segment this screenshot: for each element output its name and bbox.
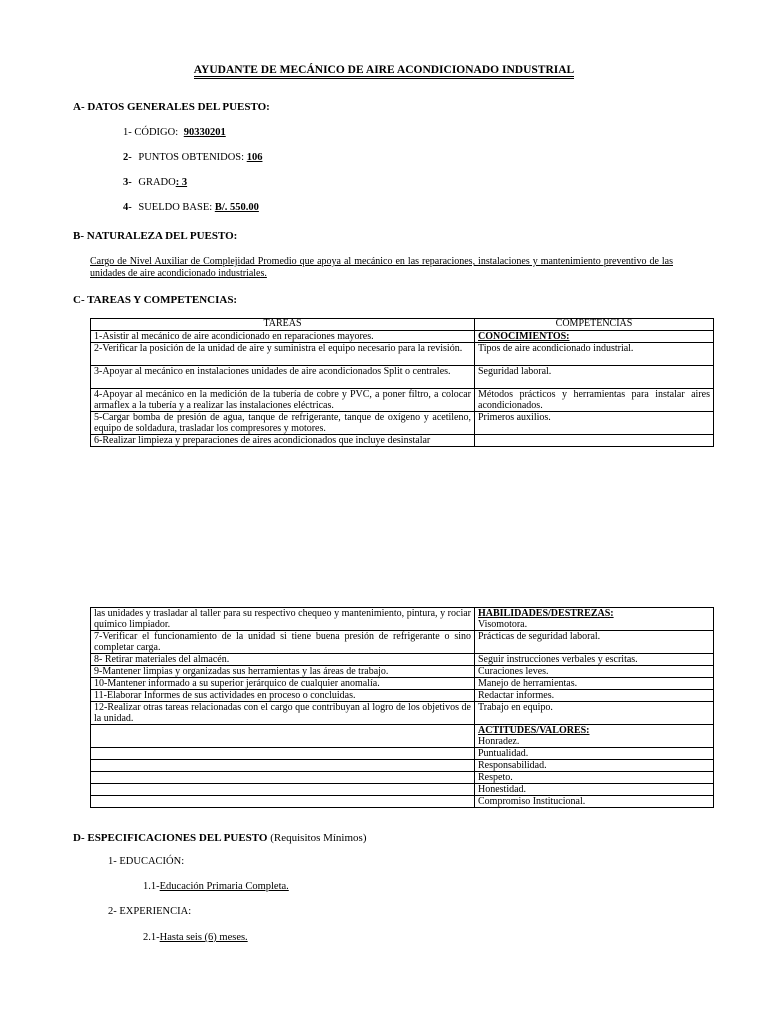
task-cell: 9-Mantener limpias y organizadas sus herramientas y las áreas de trabajo. xyxy=(91,666,475,678)
column-header-competencias: COMPETENCIAS xyxy=(475,319,714,331)
table-row xyxy=(91,608,714,631)
sueldo-number: 4- xyxy=(123,202,132,213)
task-cell: 1-Asistir al mecánico de aire acondicionado en reparaciones mayores. xyxy=(91,331,475,343)
task-cell xyxy=(91,760,475,772)
task-cell: 3-Apoyar al mecánico en instalaciones unidades de aire acondicionados Split o centrales. xyxy=(91,366,475,389)
naturaleza-text: Cargo de Nivel Auxiliar de Complejidad Promedio que apoya al mecánico en las reparaciones, instalaciones y mantenimiento preventivo de las unidades de aire acondicionado industriales. xyxy=(90,256,673,279)
experiencia-row xyxy=(143,932,248,943)
actitudes-heading: ACTITUDES/VALORES: xyxy=(478,725,590,736)
table-row xyxy=(91,678,714,690)
experiencia-number: 2.1- xyxy=(143,932,160,943)
task-cell: 7-Verificar el funcionamiento de la unidad si tiene buena presión de refrigerante o sino completar carga. xyxy=(91,631,475,654)
codigo-row xyxy=(123,127,226,138)
task-cell: 4-Apoyar al mecánico en la medición de la tubería de cobre y PVC, a poner filtro, a colocar armaflex a la tubería y a realizar las instalaciones eléctricas. xyxy=(91,389,475,412)
experiencia-value: Hasta seis (6) meses. xyxy=(159,932,248,943)
table-row xyxy=(91,389,714,412)
tasks-table-part-1 xyxy=(90,318,714,447)
table-row xyxy=(91,760,714,772)
sueldo-value: B/. 550.00 xyxy=(214,202,259,213)
task-cell: 6-Realizar limpieza y preparaciones de aires acondicionados que incluye desinstalar xyxy=(91,435,475,447)
section-d-heading-note: (Requisitos Mínimos) xyxy=(267,832,367,844)
competency-item: Visomotora. xyxy=(478,619,528,630)
task-cell: las unidades y trasladar al taller para su respectivo chequeo y mantenimiento, pintura, y rociar químico limpiador. xyxy=(91,608,475,631)
table-row xyxy=(91,666,714,678)
task-cell: 11-Elaborar Informes de sus actividades en proceso o concluidas. xyxy=(91,690,475,702)
table-row xyxy=(91,343,714,366)
table-row xyxy=(91,748,714,760)
table-row xyxy=(91,631,714,654)
puntos-value: 106 xyxy=(246,152,263,163)
table-row xyxy=(91,654,714,666)
codigo-value: 90330201 xyxy=(183,127,226,138)
task-cell xyxy=(91,725,475,748)
section-d-heading xyxy=(73,832,367,844)
section-c-heading: C- TAREAS Y COMPETENCIAS: xyxy=(73,294,238,306)
habilidades-heading: HABILIDADES/DESTREZAS: xyxy=(478,608,614,619)
competency-cell xyxy=(475,725,714,748)
task-cell: 10-Mantener informado a su superior jerárquico de cualquier anomalía. xyxy=(91,678,475,690)
task-cell: 12-Realizar otras tareas relacionadas con el cargo que contribuyan al logro de los objetivos de la unidad. xyxy=(91,702,475,725)
table-row xyxy=(91,435,714,447)
task-cell xyxy=(91,772,475,784)
table-row xyxy=(91,690,714,702)
section-a-heading: A- DATOS GENERALES DEL PUESTO: xyxy=(73,101,270,113)
table-row xyxy=(91,331,714,343)
educacion-row xyxy=(143,881,289,892)
competency-cell: Curaciones leves. xyxy=(475,666,714,678)
task-cell xyxy=(91,748,475,760)
task-cell xyxy=(91,784,475,796)
competency-cell: Responsabilidad. xyxy=(475,760,714,772)
competency-cell: Métodos prácticos y herramientas para instalar aires acondicionados. xyxy=(475,389,714,412)
competency-cell xyxy=(475,608,714,631)
competency-cell: Seguir instrucciones verbales y escritas. xyxy=(475,654,714,666)
table-row xyxy=(91,412,714,435)
table-row xyxy=(91,796,714,808)
competency-item: Honradez. xyxy=(478,736,520,747)
competency-cell: Primeros auxilios. xyxy=(475,412,714,435)
table-row xyxy=(91,702,714,725)
grado-label: GRADO xyxy=(138,177,176,188)
competency-cell: Honestidad. xyxy=(475,784,714,796)
codigo-label: 1- CÓDIGO: xyxy=(123,127,179,138)
competency-cell: Respeto. xyxy=(475,772,714,784)
competency-cell: Trabajo en equipo. xyxy=(475,702,714,725)
competency-cell: CONOCIMIENTOS: xyxy=(475,331,714,343)
puntos-label: PUNTOS OBTENIDOS: xyxy=(138,152,245,163)
puntos-number: 2- xyxy=(123,152,132,163)
competency-cell: Seguridad laboral. xyxy=(475,366,714,389)
section-b-heading: B- NATURALEZA DEL PUESTO: xyxy=(73,230,238,242)
competency-cell: Manejo de herramientas. xyxy=(475,678,714,690)
competency-cell: Puntualidad. xyxy=(475,748,714,760)
tasks-table-part-2 xyxy=(90,607,714,808)
table-row xyxy=(91,366,714,389)
puntos-row xyxy=(123,152,262,163)
table-header-row xyxy=(91,319,714,331)
table-row xyxy=(91,725,714,748)
sueldo-label: SUELDO BASE: xyxy=(138,202,213,213)
experiencia-label: 2- EXPERIENCIA: xyxy=(108,906,192,917)
section-d-heading-bold: D- ESPECIFICACIONES DEL PUESTO xyxy=(73,832,268,844)
competency-cell: Redactar informes. xyxy=(475,690,714,702)
competency-cell xyxy=(475,435,714,447)
task-cell: 8- Retirar materiales del almacén. xyxy=(91,654,475,666)
educacion-label: 1- EDUCACIÓN: xyxy=(108,856,185,867)
table-row xyxy=(91,784,714,796)
task-cell: 5-Cargar bomba de presión de agua, tanque de refrigerante, tanque de oxígeno y acetileno, equipo de soldadura, trasladar los compresores y motores. xyxy=(91,412,475,435)
sueldo-row xyxy=(123,202,259,213)
document-title xyxy=(0,64,768,76)
table-row xyxy=(91,772,714,784)
column-header-tareas: TAREAS xyxy=(91,319,475,331)
educacion-value: Educación Primaria Completa. xyxy=(159,881,289,892)
grado-number: 3- xyxy=(123,177,132,188)
task-cell xyxy=(91,796,475,808)
educacion-number: 1.1- xyxy=(143,881,160,892)
grado-row xyxy=(123,177,187,188)
competency-cell: Tipos de aire acondicionado industrial. xyxy=(475,343,714,366)
competency-cell: Compromiso Institucional. xyxy=(475,796,714,808)
task-cell: 2-Verificar la posición de la unidad de aire y suministra el equipo necesario para la revisión. xyxy=(91,343,475,366)
competency-cell: Prácticas de seguridad laboral. xyxy=(475,631,714,654)
grado-value: : 3 xyxy=(175,177,188,188)
document-title-text: AYUDANTE DE MECÁNICO DE AIRE ACONDICIONADO INDUSTRIAL xyxy=(194,64,574,79)
